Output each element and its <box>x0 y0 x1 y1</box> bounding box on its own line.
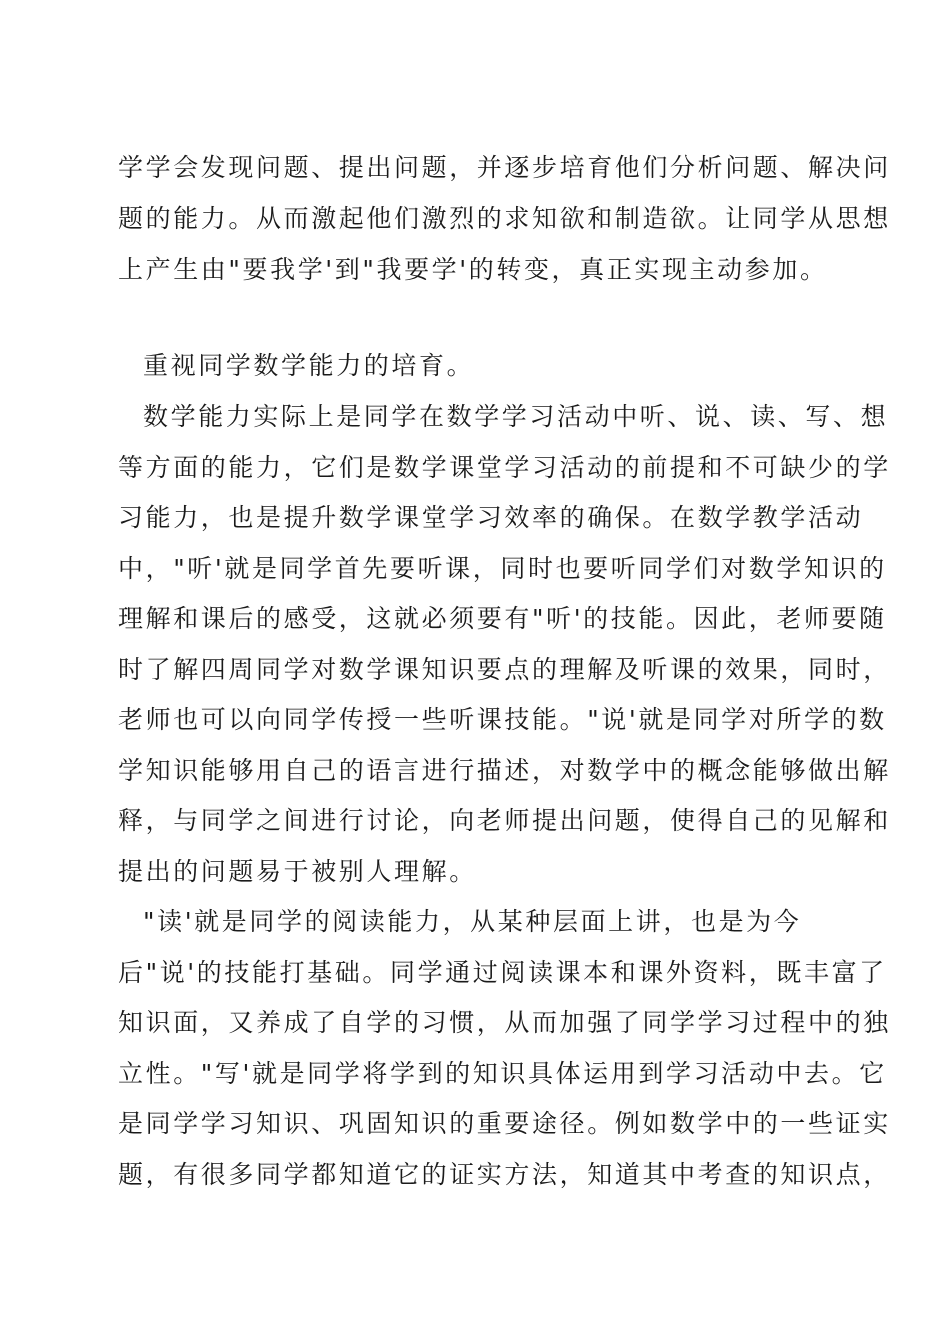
text-line: 立性。"写'就是同学将学到的知识具体运用到学习活动中去。它 <box>118 1059 887 1088</box>
section-heading: 重视同学数学能力的培育。 <box>143 351 475 380</box>
text-line: 时了解四周同学对数学课知识要点的理解及听课的效果，同时， <box>118 655 891 684</box>
text-line: 老师也可以向同学传授一些听课技能。"说'就是同学对所学的数 <box>118 705 887 734</box>
text-line: 释，与同学之间进行讨论，向老师提出问题，使得自己的见解和 <box>118 806 891 835</box>
text-line: 题，有很多同学都知道它的证实方法，知道其中考查的知识点， <box>118 1160 891 1189</box>
text-line: 是同学学习知识、巩固知识的重要途径。例如数学中的一些证实 <box>118 1109 891 1138</box>
text-line: 提出的问题易于被别人理解。 <box>118 857 477 886</box>
text-line: 中，"听'就是同学首先要听课，同时也要听同学们对数学知识的 <box>118 554 887 583</box>
text-line: 学知识能够用自己的语言进行描述，对数学中的概念能够做出解 <box>118 756 891 785</box>
text-line: 理解和课后的感受，这就必须要有"听'的技能。因此，老师要随 <box>118 604 887 633</box>
text-line: 学学会发现问题、提出问题，并逐步培育他们分析问题、解决问 <box>118 153 891 182</box>
text-line: 习能力，也是提升数学课堂学习效率的确保。在数学教学活动 <box>118 503 864 532</box>
text-line: "读'就是同学的阅读能力，从某种层面上讲，也是为今 <box>143 907 802 936</box>
text-line: 等方面的能力，它们是数学课堂学习活动的前提和不可缺少的学 <box>118 453 891 482</box>
text-line: 知识面，又养成了自学的习惯，从而加强了同学学习过程中的独 <box>118 1008 891 1037</box>
text-line: 后"说'的技能打基础。同学通过阅读课本和课外资料，既丰富了 <box>118 958 887 987</box>
text-line: 上产生由"要我学'到"我要学'的转变，真正实现主动参加。 <box>118 255 828 284</box>
text-line: 题的能力。从而激起他们激烈的求知欲和制造欲。让同学从思想 <box>118 204 891 233</box>
text-line: 数学能力实际上是同学在数学学习活动中听、说、读、写、想 <box>143 402 889 431</box>
